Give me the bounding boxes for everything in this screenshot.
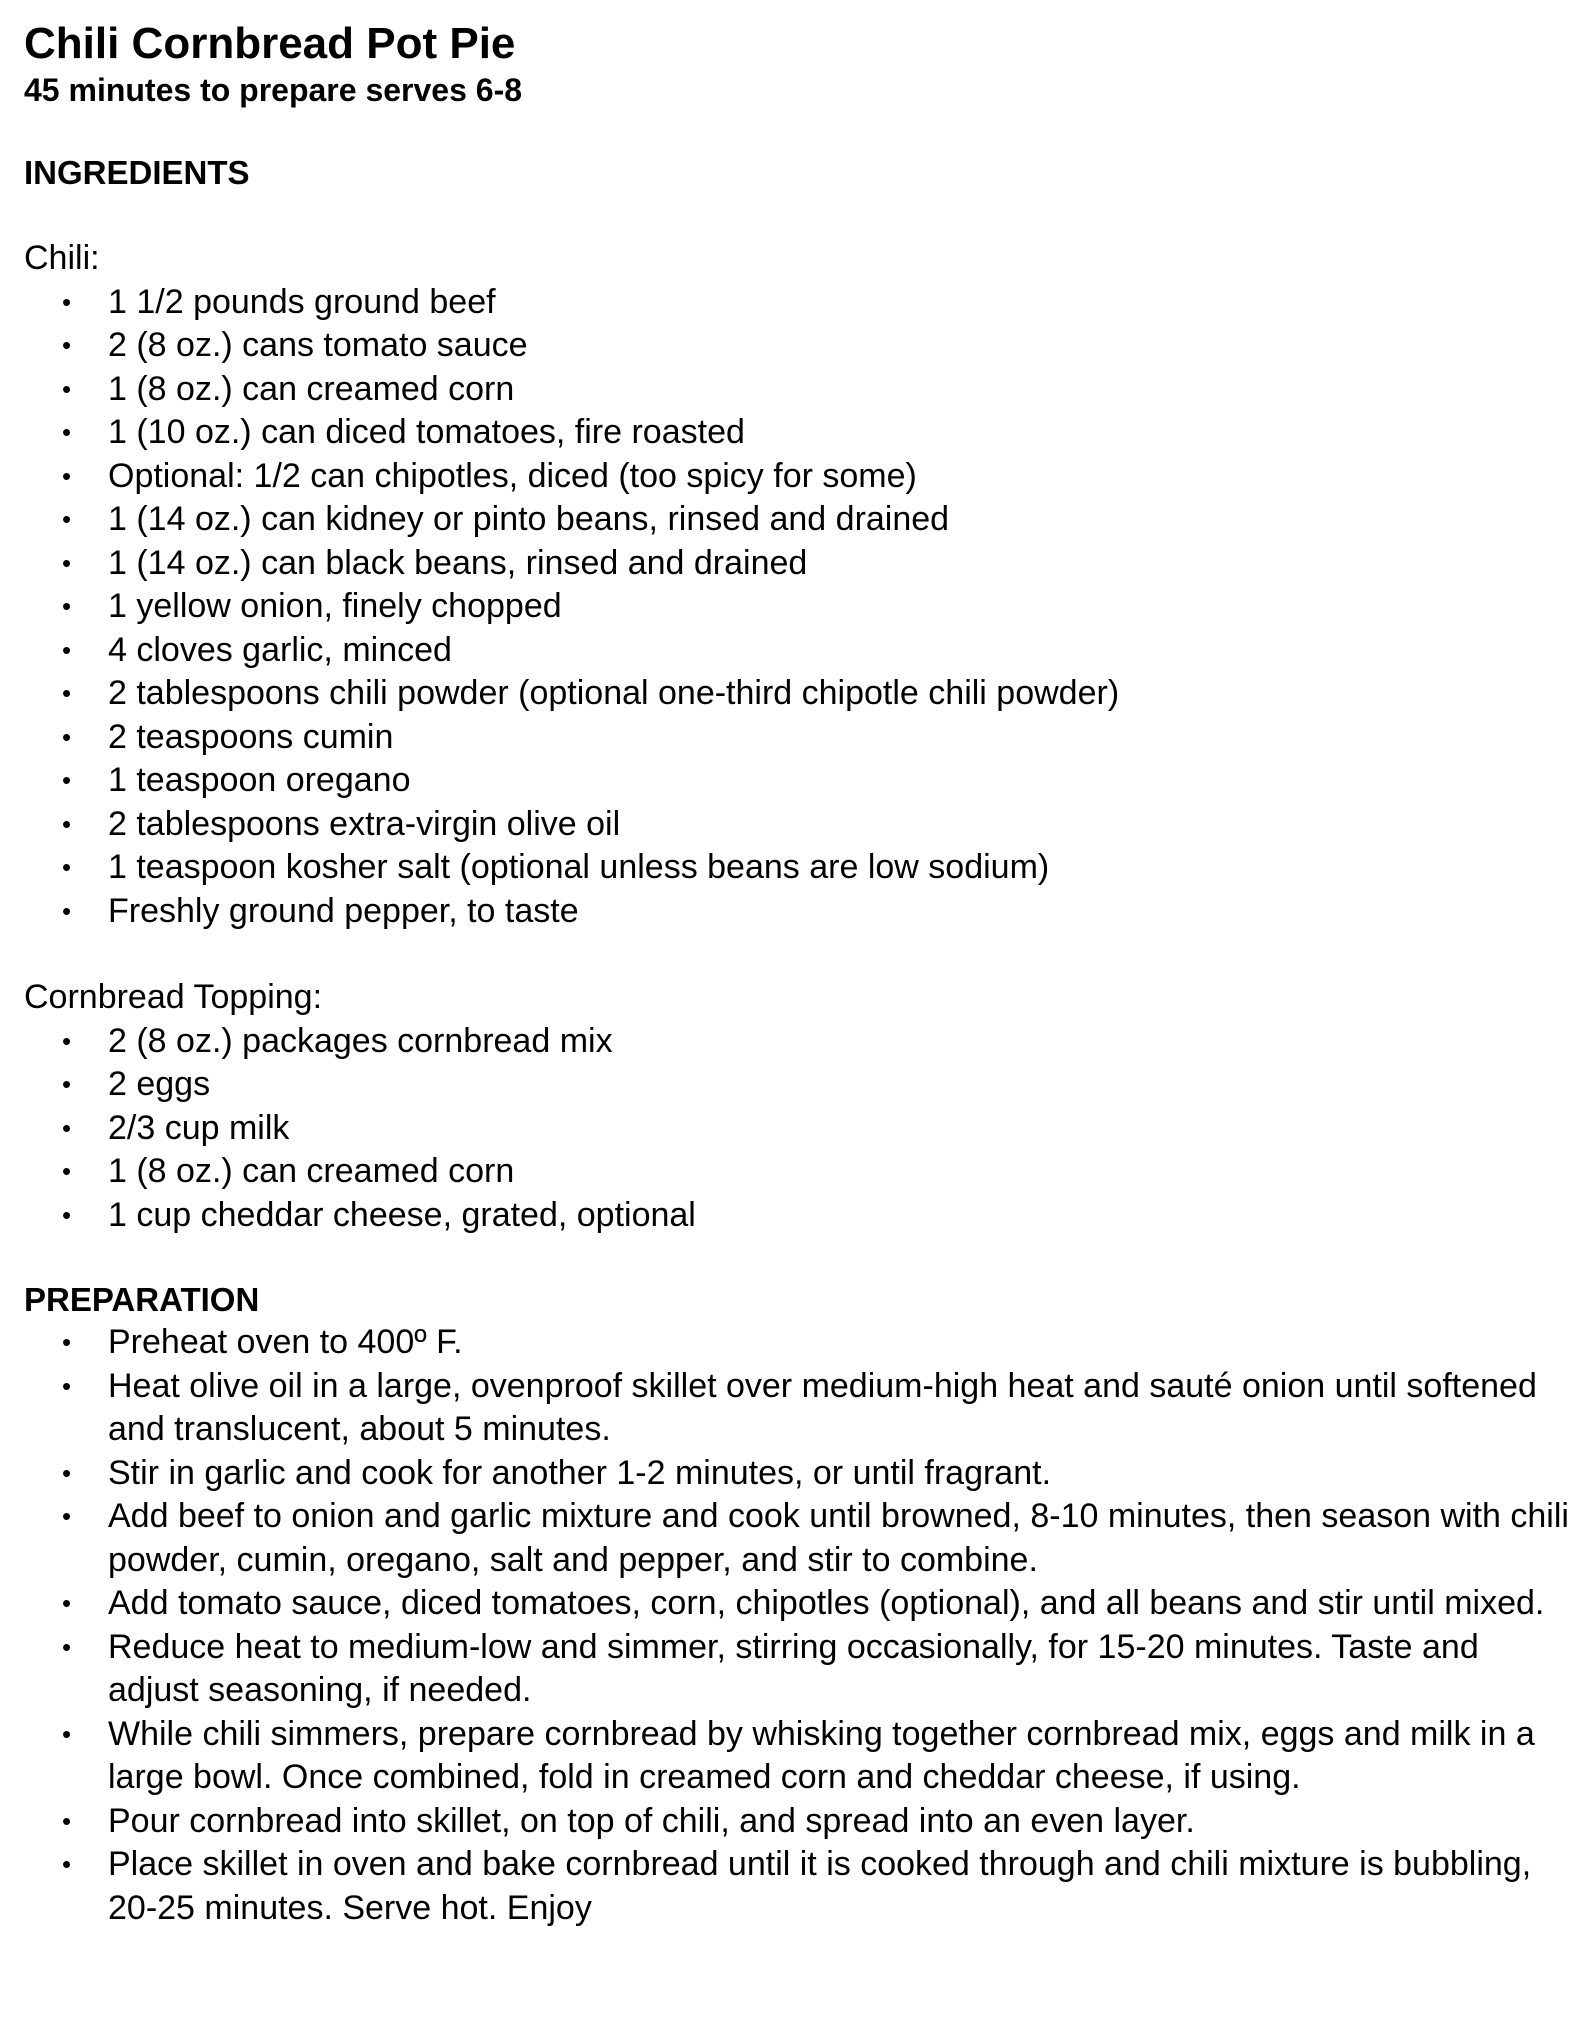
list-item: • 2 eggs (24, 1063, 1584, 1107)
list-item: • 2 tablespoons extra-virgin olive oil (24, 803, 1584, 847)
chili-label: Chili: (24, 239, 100, 277)
list-item: • 1 teaspoon kosher salt (optional unless beans are low sodium) (24, 846, 1584, 890)
list-item: • 1 (8 oz.) can creamed corn (24, 1150, 1584, 1194)
list-item: • 2 tablespoons chili powder (optional one-third chipotle chili powder) (24, 672, 1584, 716)
list-item: • 2/3 cup milk (24, 1107, 1584, 1151)
list-item: • Add tomato sauce, diced tomatoes, corn, chipotles (optional), and all beans and stir until mixed. (24, 1582, 1584, 1626)
cornbread-topping-label: Cornbread Topping: (24, 978, 323, 1016)
recipe-title: Chili Cornbread Pot Pie (24, 19, 516, 68)
list-item: • 1 (14 oz.) can black beans, rinsed and drained (24, 542, 1584, 586)
list-item: • 1 (10 oz.) can diced tomatoes, fire roasted (24, 411, 1584, 455)
list-item: • 2 (8 oz.) packages cornbread mix (24, 1020, 1584, 1064)
list-item: • 1 (8 oz.) can creamed corn (24, 368, 1584, 412)
list-item: • Add beef to onion and garlic mixture and cook until browned, 8-10 minutes, then season with chili powder, cumin, oregano, salt and pepper, and stir to combine. (24, 1495, 1584, 1582)
topping-ingredient-list (24, 1020, 1584, 1238)
list-item: • Heat olive oil in a large, ovenproof skillet over medium-high heat and sauté onion until softened and translucent, about 5 minutes. (24, 1365, 1584, 1452)
preparation-heading: PREPARATION (24, 1281, 260, 1318)
list-item: • Optional: 1/2 can chipotles, diced (too spicy for some) (24, 455, 1584, 499)
list-item: • 1 1/2 pounds ground beef (24, 281, 1584, 325)
list-item: • 1 yellow onion, finely chopped (24, 585, 1584, 629)
list-item: • 4 cloves garlic, minced (24, 629, 1584, 673)
list-item: • 1 cup cheddar cheese, grated, optional (24, 1194, 1584, 1238)
preparation-step-list (24, 1321, 1584, 1930)
list-item: • 1 (14 oz.) can kidney or pinto beans, rinsed and drained (24, 498, 1584, 542)
recipe-subtitle: 45 minutes to prepare serves 6-8 (24, 72, 523, 108)
list-item: • While chili simmers, prepare cornbread by whisking together cornbread mix, eggs and milk in a large bowl. Once combined, fold in creamed corn and cheddar cheese, if using. (24, 1713, 1584, 1800)
list-item: • Reduce heat to medium-low and simmer, stirring occasionally, for 15-20 minutes. Taste and adjust seasoning, if needed. (24, 1626, 1584, 1713)
list-item: • Freshly ground pepper, to taste (24, 890, 1584, 934)
recipe-document (24, 18, 1584, 1930)
list-item: • Place skillet in oven and bake cornbread until it is cooked through and chili mixture is bubbling, 20-25 minutes. Serve hot. Enjoy (24, 1843, 1584, 1930)
list-item: • Pour cornbread into skillet, on top of chili, and spread into an even layer. (24, 1800, 1584, 1844)
chili-ingredient-list (24, 281, 1584, 934)
list-item: • 2 (8 oz.) cans tomato sauce (24, 324, 1584, 368)
list-item: • Stir in garlic and cook for another 1-2 minutes, or until fragrant. (24, 1452, 1584, 1496)
list-item: • Preheat oven to 400º F. (24, 1321, 1584, 1365)
ingredients-heading: INGREDIENTS (24, 154, 250, 191)
list-item: • 2 teaspoons cumin (24, 716, 1584, 760)
list-item: • 1 teaspoon oregano (24, 759, 1584, 803)
